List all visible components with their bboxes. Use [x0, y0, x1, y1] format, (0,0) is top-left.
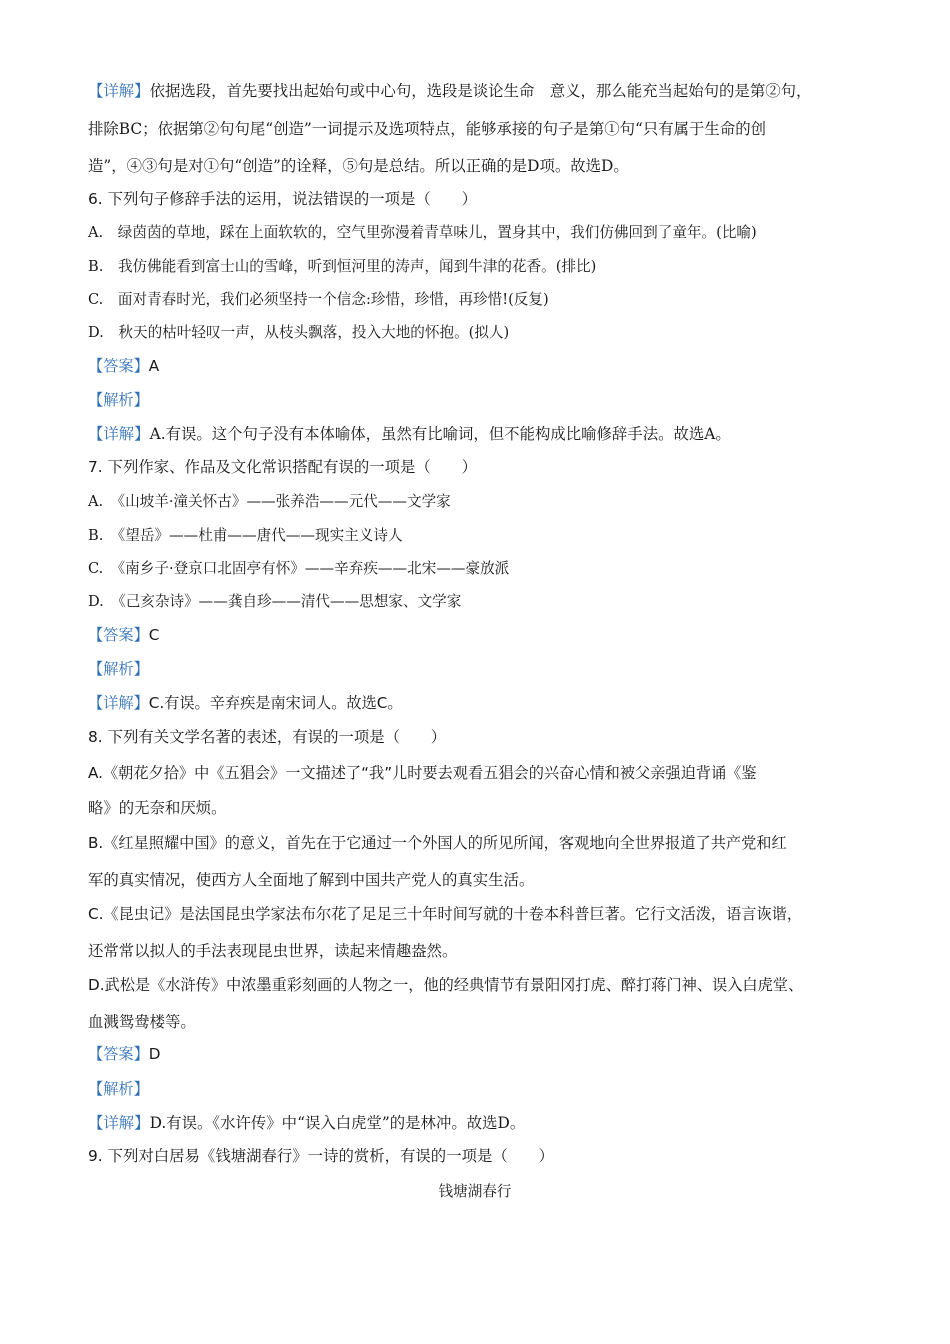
q7-detail: 【详解】C.有误。辛弃疾是南宋词人。故选C。: [88, 694, 403, 712]
q8-option-a: A.《朝花夕拾》中《五猖会》一文描述了“我”儿时要去观看五猖会的兴奋心情和被父亲强迫背诵《鉴: [88, 764, 757, 782]
q6-analysis-tag: 【解析】: [88, 391, 149, 409]
q5-detail-line: 造”，④③句是对①句“创造”的诠释，⑤句是总结。所以正确的是D项。故选D。: [88, 157, 629, 175]
q8-analysis-tag: 【解析】: [88, 1080, 149, 1098]
q8-option-d: D.武松是《水浒传》中浓墨重彩刻画的人物之一，他的经典情节有景阳冈打虎、醉打蒋门神、误入白虎堂、: [88, 976, 804, 994]
question-number: 7.: [88, 458, 103, 476]
detail-tag: 【详解】: [88, 425, 150, 443]
q6-answer: 【答案】A: [88, 357, 160, 375]
detail-tag: 【详解】: [88, 82, 150, 100]
q6-option-b: B. 我仿佛能看到富士山的雪峰，听到恒河里的涛声，闻到牛津的花香。(排比): [88, 258, 597, 275]
answer-tag: 【答案】: [88, 626, 149, 644]
q7-option-b: B. 《望岳》——杜甫——唐代——现实主义诗人: [88, 527, 403, 544]
question-number: 6.: [88, 190, 103, 208]
question-8-stem: 8. 下列有关文学名著的表述，有误的一项是（ ）: [88, 728, 447, 746]
q5-detail-line: 【详解】依据选段，首先要找出起始句或中心句，选段是谈论生命 意义，那么能充当起始句的是第②句，: [88, 82, 812, 100]
q5-detail-line: 排除BC；依据第②句句尾“创造”一词提示及选项特点，能够承接的句子是第①句“只有属于生命的创: [88, 120, 766, 138]
q7-analysis-tag: 【解析】: [88, 660, 149, 678]
q8-option-c-cont: 还常常以拟人的手法表现昆虫世界，读起来情趣盎然。: [88, 942, 458, 960]
q8-option-a-cont: 略》的无奈和厌烦。: [88, 799, 227, 817]
detail-tag: 【详解】: [88, 694, 149, 712]
poem-title: 钱塘湖春行: [438, 1183, 512, 1200]
q6-option-a: A. 绿茵茵的草地，踩在上面软软的，空气里弥漫着青草味儿，置身其中，我们仿佛回到了童年。(比喻): [88, 224, 757, 241]
q8-option-c: C.《昆虫记》是法国昆虫学家法布尔花了足足三十年时间写就的十卷本科普巨著。它行文活泼，语言诙谐，: [88, 905, 803, 923]
q8-option-b-cont: 军的真实情况，使西方人全面地了解到中国共产党人的真实生活。: [88, 871, 535, 889]
q7-option-c: C. 《南乡子·登京口北固亭有怀》——辛弃疾——北宋——豪放派: [88, 560, 510, 577]
question-6-stem: 6. 下列句子修辞手法的运用，说法错误的一项是（ ）: [88, 190, 477, 208]
answer-tag: 【答案】: [88, 357, 149, 375]
question-number: 8.: [88, 728, 103, 746]
answer-tag: 【答案】: [88, 1045, 149, 1063]
question-7-stem: 7. 下列作家、作品及文化常识搭配有误的一项是（ ）: [88, 458, 477, 476]
q7-option-d: D. 《己亥杂诗》——龚自珍——清代——思想家、文学家: [88, 593, 462, 610]
q8-answer: 【答案】D: [88, 1045, 161, 1063]
question-9-stem: 9. 下列对白居易《钱塘湖春行》一诗的赏析，有误的一项是（ ）: [88, 1147, 554, 1165]
q8-option-d-cont: 血溅鸳鸯楼等。: [88, 1013, 196, 1031]
detail-tag: 【详解】: [88, 1114, 150, 1132]
q6-option-d: D. 秋天的枯叶轻叹一声，从枝头飘落，投入大地的怀抱。(拟人): [88, 324, 510, 341]
q6-option-c: C. 面对青春时光，我们必须坚持一个信念:珍惜，珍惜，再珍惜!(反复): [88, 291, 549, 308]
q6-detail: 【详解】A.有误。这个句子没有本体喻体，虽然有比喻词，但不能构成比喻修辞手法。故选A。: [88, 425, 731, 443]
q8-detail: 【详解】D.有误。《水许传》中“误入白虎堂”的是林冲。故选D。: [88, 1114, 526, 1132]
q7-option-a: A. 《山坡羊·潼关怀古》——张养浩——元代——文学家: [88, 493, 451, 510]
question-number: 9.: [88, 1147, 103, 1165]
q7-answer: 【答案】C: [88, 626, 160, 644]
q8-option-b: B.《红星照耀中国》的意义，首先在于它通过一个外国人的所见所闻，客观地向全世界报道了共产党和红: [88, 834, 787, 852]
